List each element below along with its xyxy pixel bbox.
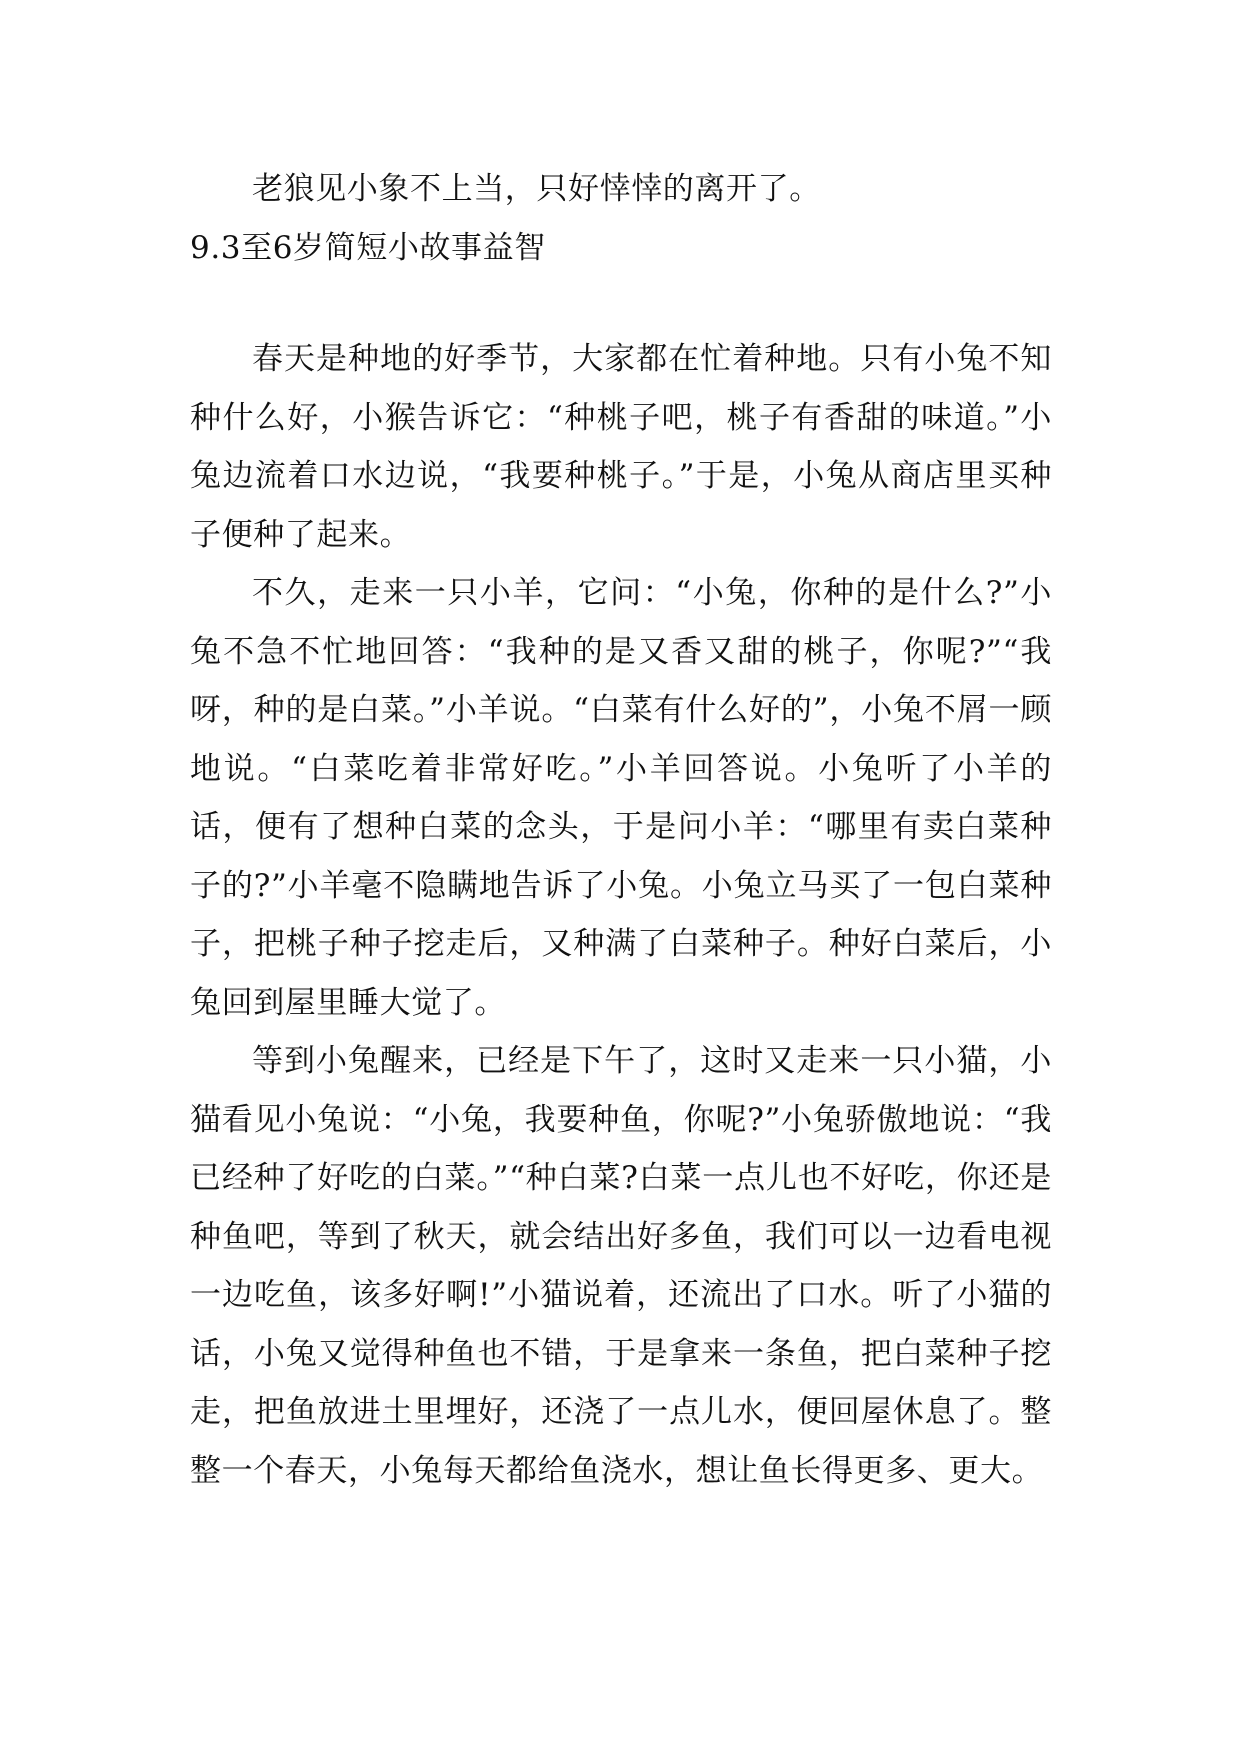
intro-paragraph: 老狼见小象不上当，只好悻悻的离开了。: [252, 171, 821, 207]
story-paragraph-3: 等到小兔醒来，已经是下午了，这时又走来一只小猫，小猫看见小兔说：“小兔，我要种鱼，你呢?”小兔骄傲地说：“我已经种了好吃的白菜。”“种白菜?白菜一点儿也不好吃，你还是种鱼吧，等到了秋天，就会结出好多鱼，我们可以一边看电视一边吃鱼，该多好啊!”小猫说着，还流出了口水。听了小猫的话，小兔又觉得种鱼也不错，于是拿来一条鱼，把白菜种子挖走，把鱼放进土里埋好，还浇了一点儿水，便回屋休息了。整整一个春天，小兔每天都给鱼浇水，想让鱼长得更多、更大。: [190, 1043, 1052, 1489]
story-paragraph-1: 春天是种地的好季节，大家都在忙着种地。只有小兔不知种什么好，小猴告诉它：“种桃子吧，桃子有香甜的味道。”小兔边流着口水边说，“我要种桃子。”于是，小兔从商店里买种子便种了起来。: [190, 341, 1052, 553]
story-body: [190, 330, 1052, 1500]
story-paragraph-2: 不久，走来一只小羊，它问：“小兔，你种的是什么?”小兔不急不忙地回答：“我种的是又香又甜的桃子，你呢?”“我呀，种的是白菜。”小羊说。“白菜有什么好的”，小兔不屑一顾地说。“白菜吃着非常好吃。”小羊回答说。小兔听了小羊的话，便有了想种白菜的念头，于是问小羊：“哪里有卖白菜种子的?”小羊毫不隐瞒地告诉了小兔。小兔立马买了一包白菜种子，把桃子种子挖走后，又种满了白菜种子。种好白菜后，小兔回到屋里睡大觉了。: [190, 575, 1052, 1021]
intro-section: [190, 160, 1052, 277]
story-heading: 9.3至6岁简短小故事益智: [190, 229, 546, 266]
